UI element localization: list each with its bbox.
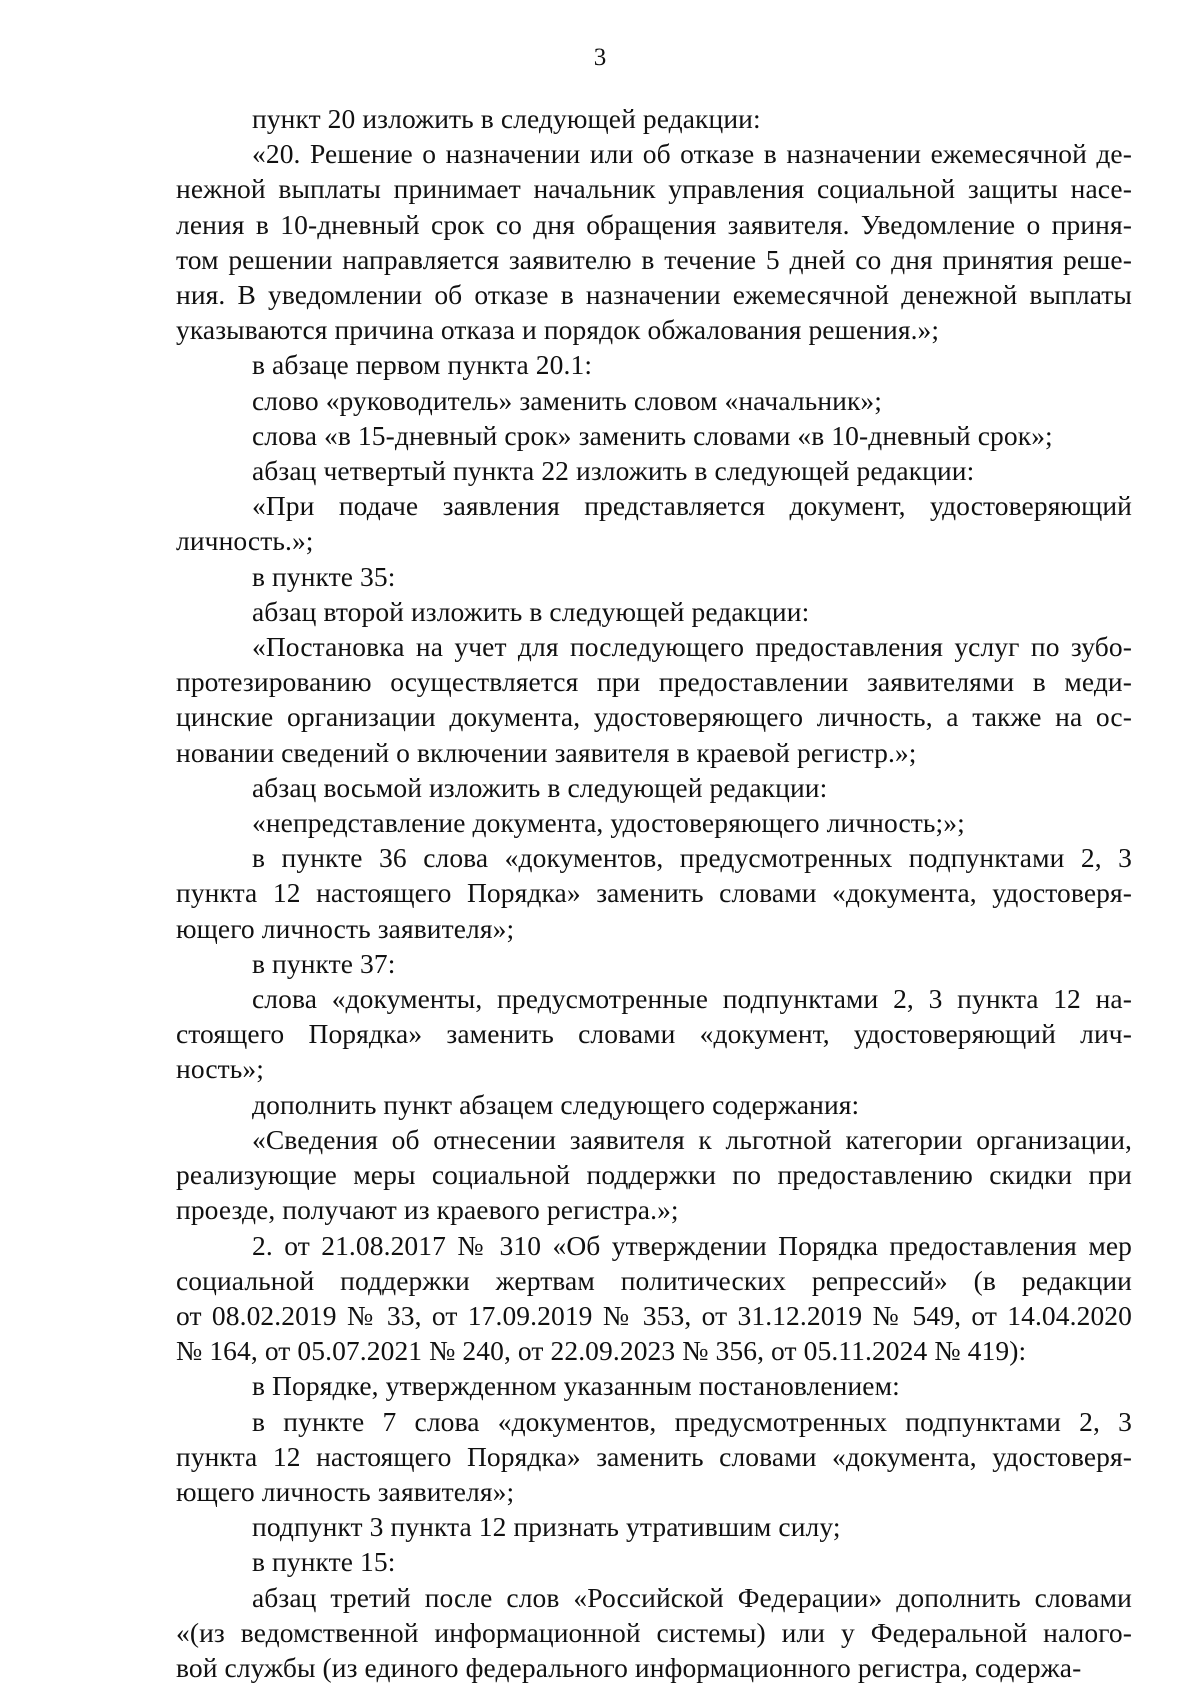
text-line: в Порядке, утвержденном указанным постановлением: [252, 1370, 900, 1402]
text-line: в пункте 36 слова «документов, предусмотренных подпунктами 2, 3 [252, 842, 1132, 874]
paragraph [176, 1122, 1132, 1228]
text-line: «При подаче заявления представляется документ, удостоверяющий [252, 490, 1132, 522]
paragraph [176, 629, 1132, 770]
paragraph [176, 418, 1132, 453]
text-line: слово «руководитель» заменить словом «начальник»; [252, 384, 883, 416]
text-line: ющего личность заявителя»; [176, 1475, 515, 1507]
text-line: в пункте 37: [252, 947, 396, 979]
text-line: ления в 10-дневный срок со дня обращения заявителя. Уведомление о приня- [176, 208, 1132, 240]
text-line: в пункте 35: [252, 560, 396, 592]
text-line: «20. Решение о назначении или об отказе в назначении ежемесячной де- [252, 138, 1132, 170]
text-line: проезде, получают из краевого регистра.»; [176, 1194, 679, 1226]
text-line: «непредставление документа, удостоверяющего личность;»; [252, 807, 965, 839]
paragraph [176, 1580, 1132, 1686]
text-line: личность.»; [176, 525, 314, 557]
paragraph [176, 1544, 1132, 1579]
text-line: № 164, от 05.07.2021 № 240, от 22.09.2023 № 356, от 05.11.2024 № 419): [176, 1335, 1027, 1367]
document-body [176, 101, 1132, 1685]
text-line: ющего личность заявителя»; [176, 912, 515, 944]
paragraph [176, 383, 1132, 418]
text-line: абзац третий после слов «Российской Федерации» дополнить словами [252, 1581, 1132, 1613]
paragraph [176, 1368, 1132, 1403]
paragraph [176, 101, 1132, 136]
text-line: том решении направляется заявителю в течение 5 дней со дня принятия реше- [176, 243, 1132, 275]
paragraph [176, 770, 1132, 805]
text-line: ния. В уведомлении об отказе в назначении ежемесячной денежной выплаты [176, 279, 1132, 311]
text-line: абзац восьмой изложить в следующей редакции: [252, 771, 828, 803]
text-line: социальной поддержки жертвам политических репрессий» (в редакции [176, 1264, 1132, 1296]
text-line: указываются причина отказа и порядок обжалования решения.»; [176, 314, 940, 346]
paragraph [176, 981, 1132, 1087]
text-line: пункта 12 настоящего Порядка» заменить словами «документа, удостоверя- [176, 877, 1132, 909]
paragraph [176, 1404, 1132, 1510]
paragraph [176, 1509, 1132, 1544]
text-line: в пункте 15: [252, 1546, 396, 1578]
text-line: реализующие меры социальной поддержки по предоставлению скидки при [176, 1159, 1132, 1191]
text-line: стоящего Порядка» заменить словами «документ, удостоверяющий лич- [176, 1018, 1132, 1050]
paragraph [176, 840, 1132, 946]
text-line: в абзаце первом пункта 20.1: [252, 349, 593, 381]
text-line: новании сведений о включении заявителя в краевой регистр.»; [176, 736, 917, 768]
text-line: дополнить пункт абзацем следующего содержания: [252, 1088, 860, 1120]
text-line: нежной выплаты принимает начальник управления социальной защиты насе- [176, 173, 1132, 205]
text-line: от 08.02.2019 № 33, от 17.09.2019 № 353, от 31.12.2019 № 549, от 14.04.2020 [176, 1299, 1132, 1331]
paragraph [176, 1087, 1132, 1122]
text-line: 2. от 21.08.2017 № 310 «Об утверждении Порядка предоставления мер [252, 1229, 1132, 1261]
text-line: в пункте 7 слова «документов, предусмотренных подпунктами 2, 3 [252, 1405, 1132, 1437]
text-line: цинские организации документа, удостоверяющего личность, а также на ос- [176, 701, 1132, 733]
paragraph [176, 559, 1132, 594]
paragraph [176, 136, 1132, 347]
text-line: ность»; [176, 1053, 265, 1085]
text-line: протезированию осуществляется при предоставлении заявителями в меди- [176, 666, 1132, 698]
paragraph [176, 946, 1132, 981]
text-line: абзац четвертый пункта 22 изложить в следующей редакции: [252, 455, 975, 487]
text-line: пункт 20 изложить в следующей редакции: [252, 103, 761, 134]
text-line: вой службы (из единого федерального информационного регистра, содержа- [176, 1651, 1082, 1683]
text-line: слова «документы, предусмотренные подпунктами 2, 3 пункта 12 на- [252, 983, 1132, 1015]
text-line: «Постановка на учет для последующего предоставления услуг по зубо- [252, 631, 1132, 663]
text-line: абзац второй изложить в следующей редакции: [252, 595, 810, 627]
page-number: 3 [593, 44, 607, 71]
text-line: подпункт 3 пункта 12 признать утратившим силу; [252, 1511, 841, 1543]
text-line: слова «в 15-дневный срок» заменить словами «в 10-дневный срок»; [252, 419, 1053, 451]
text-line: «Сведения об отнесении заявителя к льготной категории организации, [252, 1123, 1132, 1155]
paragraph [176, 594, 1132, 629]
paragraph [176, 805, 1132, 840]
text-line: пункта 12 настоящего Порядка» заменить словами «документа, удостоверя- [176, 1440, 1132, 1472]
paragraph [176, 1228, 1132, 1369]
text-line: «(из ведомственной информационной системы) или у Федеральной налого- [176, 1616, 1132, 1648]
paragraph [176, 347, 1132, 382]
paragraph [176, 488, 1132, 558]
paragraph [176, 453, 1132, 488]
